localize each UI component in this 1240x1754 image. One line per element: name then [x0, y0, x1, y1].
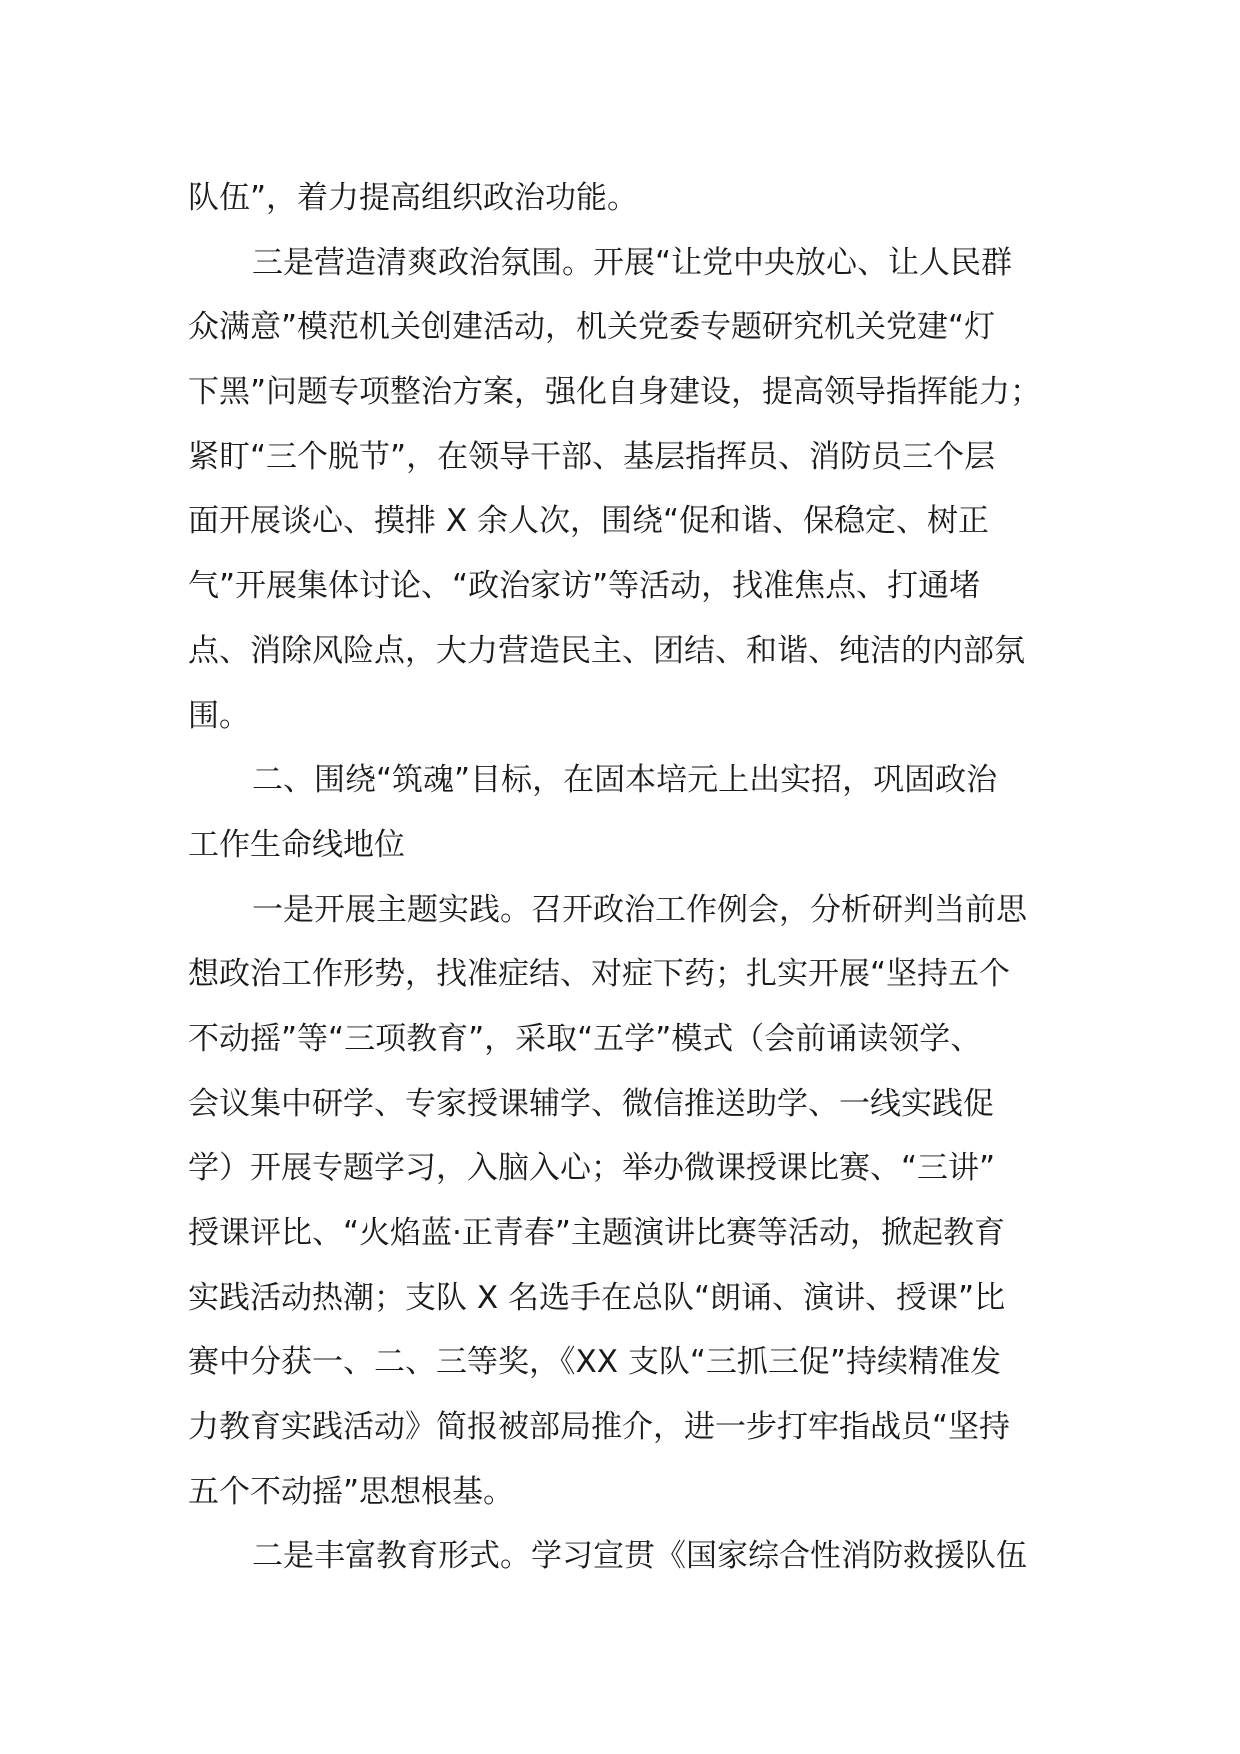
- text-line: 学）开展专题学习，入脑入心；举办微课授课比赛、“三讲”: [188, 1150, 996, 1187]
- text-line: 力教育实践活动》简报被部局推介，进一步打牢指战员“坚持: [188, 1409, 1011, 1446]
- text-line: 想政治工作形势，找准症结、对症下药；扎实开展“坚持五个: [188, 956, 1011, 993]
- text-line: 队伍”，着力提高组织政治功能。: [188, 180, 639, 216]
- text-line: 面开展谈心、摸排 X 余人次，围绕“促和谐、保稳定、树正: [188, 503, 990, 540]
- paragraph-start-line: 一是开展主题实践。召开政治工作例会，分析研判当前思: [252, 891, 1027, 928]
- section-heading-line: 工作生命线地位: [188, 826, 405, 863]
- text-line: 下黑”问题专项整治方案，强化自身建设，提高领导指挥能力；: [188, 374, 1042, 411]
- text-line: 授课评比、“火焰蓝·正青春”主题演讲比赛等活动，掀起教育: [188, 1215, 1005, 1251]
- text-line: 紧盯“三个脱节”，在领导干部、基层指挥员、消防员三个层: [188, 438, 996, 475]
- document-body: [188, 166, 1088, 1589]
- text-line: 众满意”模范机关创建活动，机关党委专题研究机关党建“灯: [188, 309, 996, 346]
- paragraph-start-line: 二是丰富教育形式。学习宣贯《国家综合性消防救援队伍: [252, 1538, 1027, 1575]
- text-line: 点、消除风险点，大力营造民主、团结、和谐、纯洁的内部氛: [188, 632, 1025, 669]
- text-line: 赛中分获一、二、三等奖，《XX 支队“三抓三促”持续精准发: [188, 1344, 1001, 1381]
- text-line: 五个不动摇”思想根基。: [188, 1473, 515, 1510]
- paragraph-start-line: 三是营造清爽政治氛围。开展“让党中央放心、让人民群: [252, 244, 1013, 281]
- section-heading-line: 二、围绕“筑魂”目标，在固本培元上出实招，巩固政治: [252, 762, 998, 799]
- text-line: 实践活动热潮；支队 X 名选手在总队“朗诵、演讲、授课”比: [188, 1279, 1006, 1316]
- text-line: 围。: [188, 697, 250, 734]
- text-line: 会议集中研学、专家授课辅学、微信推送助学、一线实践促: [188, 1085, 994, 1122]
- text-line: 气”开展集体讨论、“政治家访”等活动，找准焦点、打通堵: [188, 568, 981, 605]
- text-line: 不动摇”等“三项教育”，采取“五学”模式（会前诵读领学、: [188, 1020, 982, 1057]
